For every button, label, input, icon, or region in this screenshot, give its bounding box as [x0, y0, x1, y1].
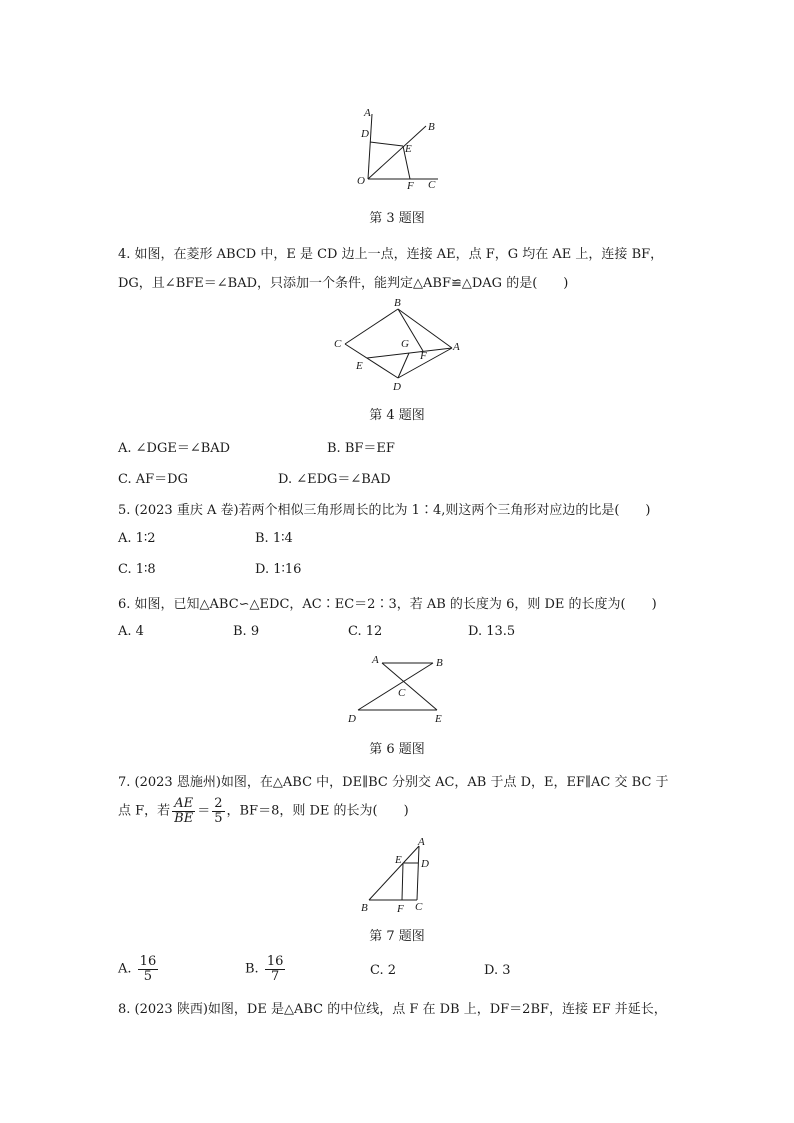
q7-line2 [118, 797, 409, 825]
figure-3 [350, 100, 450, 195]
fig3-label-A: A [364, 107, 371, 119]
q7-option-a-fraction [138, 955, 159, 983]
q7-option-b-num: 16 [266, 954, 284, 969]
q4-line1: 4. 如图，在菱形 ABCD 中，E 是 CD 边上一点，连接 AE，点 F，G 均在 AE 上，连接 BF， [118, 247, 664, 262]
fig7-label-A: A [418, 836, 425, 848]
q8-line1: 8. (2023 陕西)如图，DE 是△ABC 的中位线，点 F 在 DB 上，DF＝2BF，连接 EF 并延长， [118, 1002, 667, 1017]
fig3-label-B: B [428, 121, 435, 133]
q6-line1: 6. 如图，已知△ABC∽△EDC，AC∶EC＝2∶3，若 AB 的长度为 6，则 DE 的长度为( ) [118, 597, 657, 612]
q5-line1: 5. (2023 重庆 A 卷)若两个相似三角形周长的比为 1∶4,则这两个三角形对应边的比是( ) [118, 503, 651, 518]
figure-6-diagram [340, 648, 455, 728]
q7-option-a[interactable] [118, 955, 160, 983]
q4-option-c[interactable]: C. AF＝DG [118, 472, 188, 487]
fig3-label-D: D [361, 128, 369, 140]
fig7-label-C: C [415, 901, 423, 913]
q7-equals: ＝ [197, 803, 211, 819]
fig6-label-D: D [348, 713, 356, 725]
figure-7-caption: 第 7 题图 [369, 929, 425, 944]
q5-option-d[interactable]: D. 1∶16 [255, 562, 302, 577]
q7-option-c[interactable]: C. 2 [370, 963, 397, 978]
fig4-label-F: F [420, 350, 427, 362]
fig6-label-B: B [436, 657, 443, 669]
q7-option-b-label: B. [245, 961, 259, 977]
q7-frac-den: BE [174, 810, 194, 826]
fig7-label-B: B [361, 902, 368, 914]
q7-line2-post: ，BF＝8，则 DE 的长为( ) [226, 803, 409, 819]
q7-val-den: 5 [214, 810, 223, 826]
fig4-label-C: C [334, 338, 342, 350]
figure-4 [325, 295, 470, 395]
q7-fraction-ae-be [172, 797, 195, 825]
q7-fraction-value [212, 797, 224, 825]
fig3-label-E: E [405, 143, 412, 155]
q7-val-num: 2 [214, 796, 223, 811]
figure-4-diagram [325, 295, 470, 395]
q5-option-c[interactable]: C. 1∶8 [118, 562, 156, 577]
q7-option-a-num: 16 [139, 954, 157, 969]
fig4-label-B: B [394, 297, 401, 309]
fig3-label-O: O [357, 175, 365, 187]
q4-line2: DG，且∠BFE＝∠BAD，只添加一个条件，能判定△ABF≌△DAG 的是( ) [118, 276, 569, 291]
fig6-label-A: A [372, 654, 379, 666]
q7-option-d[interactable]: D. 3 [484, 963, 511, 978]
q7-line2-pre: 点 F，若 [118, 803, 171, 819]
fig4-label-D: D [393, 381, 401, 393]
q7-frac-num: AE [172, 797, 195, 812]
q6-option-c[interactable]: C. 12 [348, 624, 383, 639]
q7-line1: 7. (2023 恩施州)如图，在△ABC 中，DE∥BC 分别交 AC，AB 于点 D，E，EF∥AC 交 BC 于 [118, 775, 669, 790]
fig3-label-C: C [428, 179, 436, 191]
figure-6-caption: 第 6 题图 [369, 742, 425, 757]
fig4-label-A: A [453, 341, 460, 353]
fig7-label-D: D [421, 858, 429, 870]
fig6-label-C: C [398, 687, 406, 699]
q5-option-a[interactable]: A. 1∶2 [118, 531, 156, 546]
figure-6 [340, 648, 455, 728]
q4-option-b[interactable]: B. BF＝EF [327, 441, 395, 456]
fig3-label-F: F [407, 180, 414, 192]
q7-option-b-fraction [265, 955, 286, 983]
q6-option-a[interactable]: A. 4 [118, 624, 144, 639]
q7-option-a-label: A. [118, 961, 132, 977]
figure-3-diagram [350, 100, 450, 195]
q7-option-b-den: 7 [270, 968, 280, 984]
q4-option-a[interactable]: A. ∠DGE＝∠BAD [118, 441, 231, 456]
q4-option-d[interactable]: D. ∠EDG＝∠BAD [278, 472, 391, 487]
figure-3-caption: 第 3 题图 [369, 211, 425, 226]
figure-4-caption: 第 4 题图 [369, 408, 425, 423]
fig6-label-E: E [435, 713, 442, 725]
figure-7 [355, 832, 440, 917]
q7-option-a-den: 5 [143, 968, 153, 984]
fig4-label-E: E [356, 360, 363, 372]
fig4-label-G: G [401, 338, 409, 350]
fig7-label-E: E [395, 854, 402, 866]
figure-7-diagram [355, 832, 440, 917]
fig7-label-F: F [397, 903, 404, 915]
q6-option-d[interactable]: D. 13.5 [468, 624, 516, 639]
q6-option-b[interactable]: B. 9 [233, 624, 260, 639]
q5-option-b[interactable]: B. 1∶4 [255, 531, 293, 546]
q7-option-b[interactable] [245, 955, 287, 983]
